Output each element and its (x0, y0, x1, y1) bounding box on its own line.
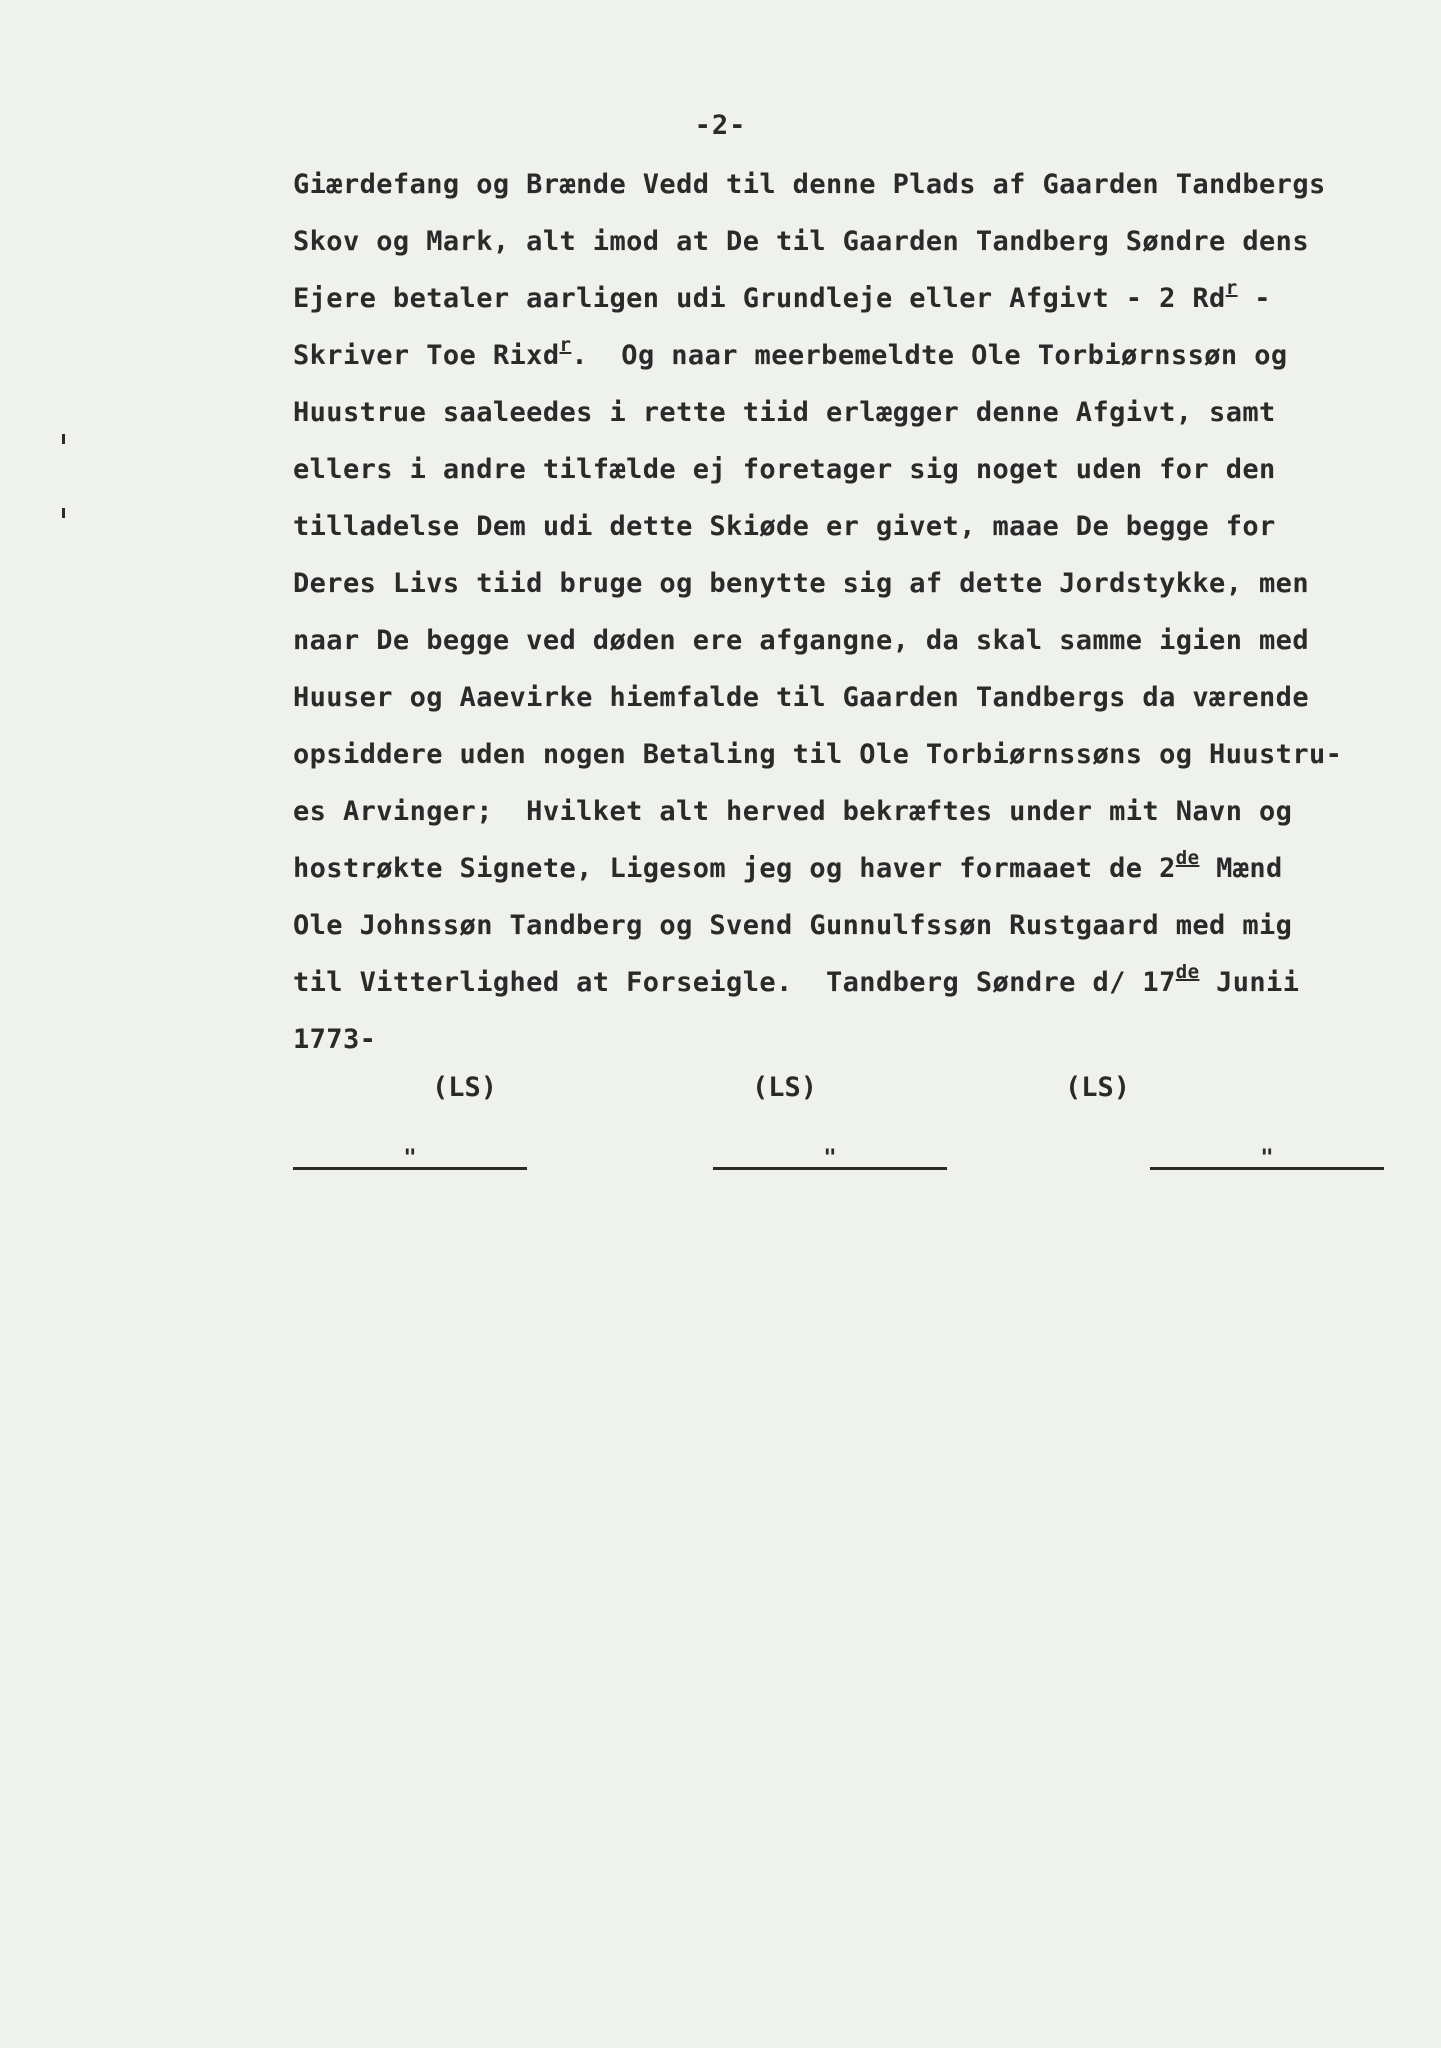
ditto-mark: " (1260, 1146, 1274, 1171)
text-line-8: Deres Livs tiid bruge og benytte sig af dette Jordstykke, men (293, 568, 1309, 599)
text-line-1: Giærdefang og Brænde Vedd til denne Plads af Gaarden Tandbergs (293, 169, 1326, 200)
text-line-13: hostrøkte Signete, Ligesom jeg og haver formaaet de 2de Mænd (293, 847, 1283, 884)
text-line-6: ellers i andre tilfælde ej foretager sig noget uden for den (293, 454, 1276, 485)
text-line-15: til Vitterlighed at Forseigle. Tandberg Søndre d/ 17de Junii (293, 961, 1300, 998)
seal-2: (LS) (752, 1072, 818, 1103)
seal-1: (LS) (432, 1072, 498, 1103)
superscript: r (559, 334, 572, 356)
text-line-3: Ejere betaler aarligen udi Grundleje eller Afgivt - 2 Rd$^r$ - (293, 277, 1271, 314)
signature-rule (1150, 1167, 1384, 1170)
text-line-2: Skov og Mark, alt imod at De til Gaarden Tandberg Søndre dens (293, 226, 1309, 257)
signature-line-1 (293, 1148, 527, 1178)
margin-tick-mark (62, 434, 65, 444)
margin-tick-mark (62, 508, 65, 518)
text-line-14: Ole Johnssøn Tandberg og Svend Gunnulfssøn Rustgaard med mig (293, 910, 1293, 941)
ditto-mark: " (823, 1146, 837, 1171)
text-line-7: tilladelse Dem udi dette Skiøde er givet, maae De begge for (293, 511, 1276, 542)
signature-line-3 (1150, 1148, 1384, 1178)
text-line-9: naar De begge ved døden ere afgangne, da skal samme igien med (293, 625, 1309, 656)
signature-line-2 (713, 1148, 947, 1178)
text-line-12: es Arvinger; Hvilket alt herved bekræftes under mit Navn og (293, 796, 1293, 827)
superscript: r (1225, 277, 1238, 299)
signature-rule (293, 1167, 527, 1170)
signature-rule (713, 1167, 947, 1170)
document-body (293, 156, 1413, 1068)
text-line-10: Huuser og Aaevirke hiemfalde til Gaarden Tandbergs da værende (293, 682, 1309, 713)
text-line-11: opsiddere uden nogen Betaling til Ole Torbiørnssøns og Huustru- (293, 739, 1343, 770)
text-line-4: Skriver Toe Rixd$^r$. Og naar meerbemeldte Ole Torbiørnssøn og (293, 334, 1288, 371)
superscript: de (1175, 961, 1200, 983)
text-line-5: Huustrue saaleedes i rette tiid erlægger denne Afgivt, samt (293, 397, 1276, 428)
ditto-mark: " (403, 1146, 417, 1171)
text-line-16: 1773- (293, 1024, 377, 1055)
seal-row (0, 1072, 1441, 1122)
seal-3: (LS) (1065, 1072, 1131, 1103)
superscript: de (1175, 847, 1200, 869)
page-number: -2- (694, 110, 747, 141)
